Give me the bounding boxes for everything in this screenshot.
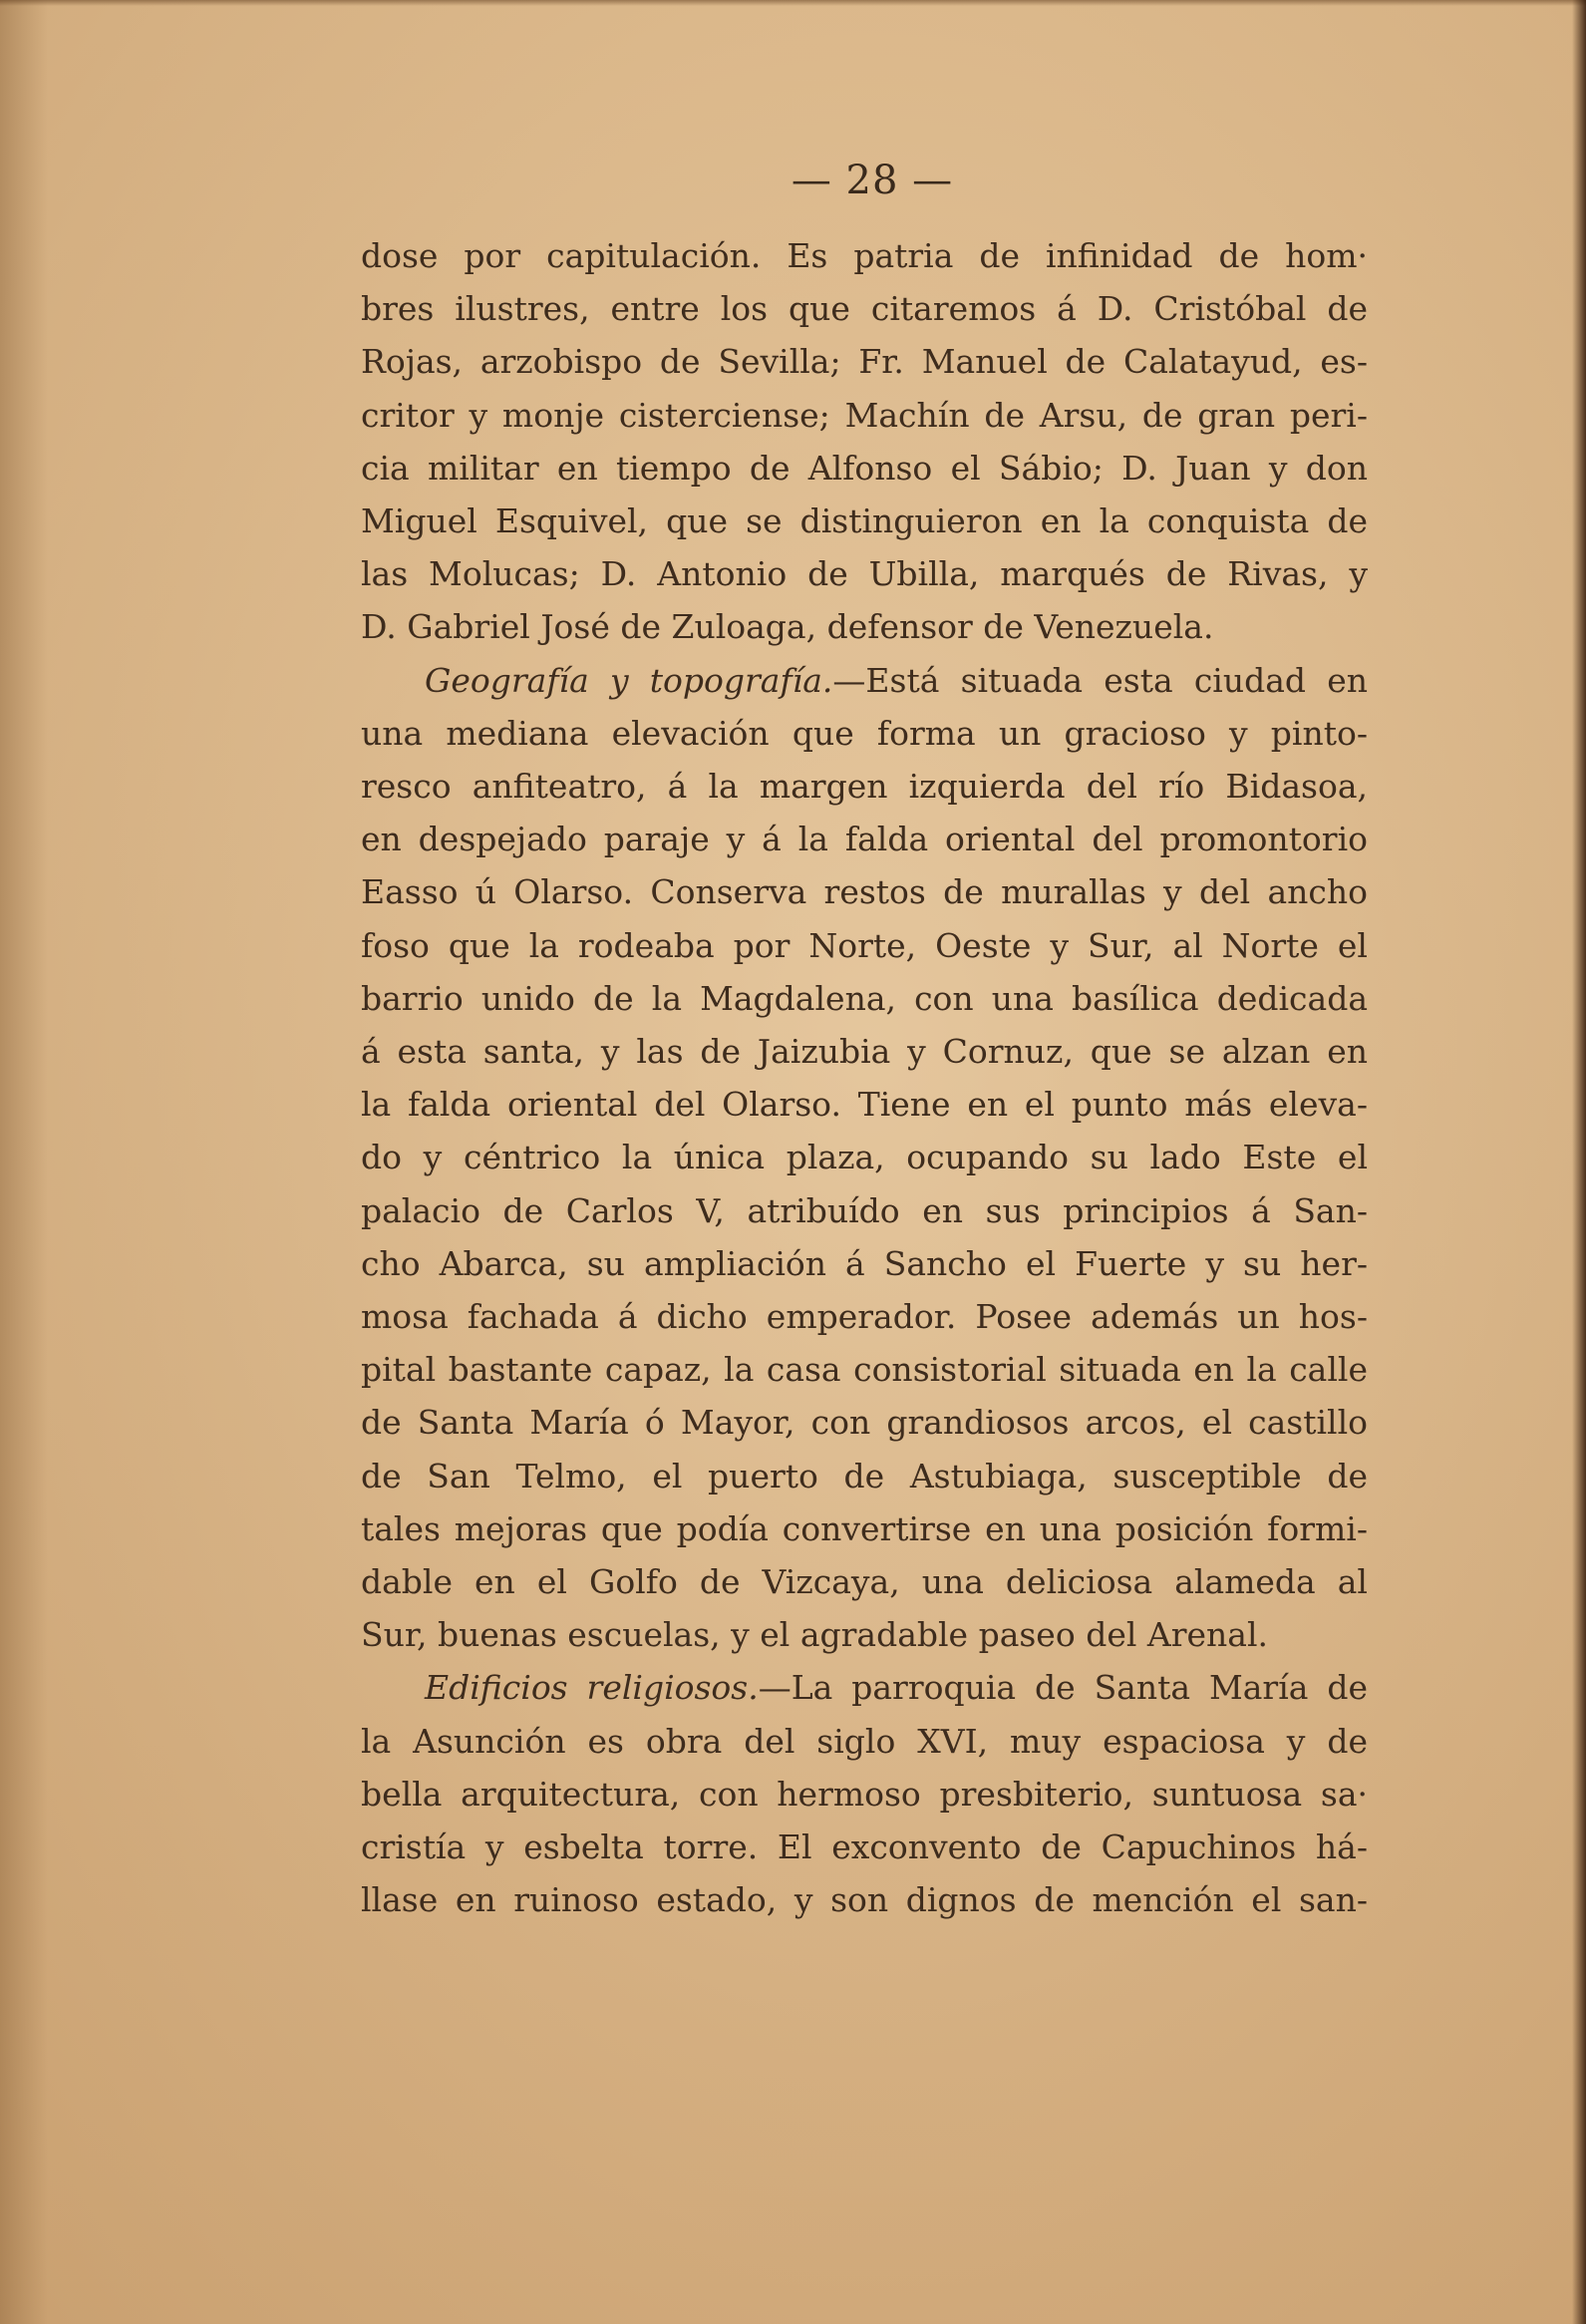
text-line: do y céntrico la única plaza, ocupando su lado Este el [361,1138,1368,1177]
text-line: barrio unido de la Magdalena, con una basílica dedicada [361,978,1368,1018]
text-line: las Molucas; D. Antonio de Ubilla, marqués de Rivas, y [361,554,1368,594]
text-line: mosa fachada á dicho emperador. Posee además un hos- [361,1297,1368,1337]
text-line: en despejado paraje y á la falda oriental del promontorio [361,820,1368,859]
text-line: pital bastante capaz, la casa consistorial situada en la calle [361,1350,1368,1390]
text-line: foso que la rodeaba por Norte, Oeste y Sur, al Norte el [361,925,1368,965]
page-top-edge [0,0,1586,6]
section-heading-geografia: Geografía y topografía. [425,660,833,700]
text-line: tales mejoras que podía convertirse en una posición formi- [361,1508,1368,1548]
section-heading-edificios: Edificios religiosos. [425,1668,759,1708]
text-line: la falda oriental del Olarso. Tiene en el punto más eleva- [361,1085,1368,1125]
text-line: llase en ruinoso estado, y son dignos de mención el san- [361,1880,1368,1920]
body-text [361,229,1368,1927]
text-line: bres ilustres, entre los que citaremos á D. Cristóbal de [361,289,1368,329]
section-text: —La parroquia de Santa María de [758,1668,1369,1708]
text-line: á esta santa, y las de Jaizubia y Cornuz, que se alzan en [361,1032,1368,1072]
text-line: de Santa María ó Mayor, con grandiosos arcos, el castillo [361,1403,1368,1443]
text-line: Easso ú Olarso. Conserva restos de murallas y del ancho [361,872,1368,912]
section-line-edificios [361,1661,1368,1714]
text-line: resco anfiteatro, á la margen izquierda del río Bidasoa, [361,767,1368,807]
text-line: palacio de Carlos V, atribuído en sus principios á San- [361,1190,1368,1230]
text-line: critor y monje cisterciense; Machín de Arsu, de gran peri- [361,395,1368,435]
text-line: cristía y esbelta torre. El exconvento de Capuchinos há- [361,1827,1368,1867]
text-line: cia militar en tiempo de Alfonso el Sábio; D. Juan y don [361,448,1368,488]
text-line: cho Abarca, su ampliación á Sancho el Fuerte y su her- [361,1243,1368,1283]
text-line: dose por capitulación. Es patria de infinidad de hom· [361,236,1368,275]
page-number: — 28 — [791,158,954,203]
section-line-geografia [361,654,1368,707]
text-line: Miguel Esquivel, que se distinguieron en la conquista de [361,501,1368,541]
text-line: dable en el Golfo de Vizcaya, una deliciosa alameda al [361,1562,1368,1602]
text-line: D. Gabriel José de Zuloaga, defensor de Venezuela. [361,607,1214,647]
text-line: Rojas, arzobispo de Sevilla; Fr. Manuel de Calatayud, es- [361,342,1368,382]
text-line: Sur, buenas escuelas, y el agradable paseo del Arenal. [361,1615,1268,1655]
text-line: una mediana elevación que forma un gracioso y pinto- [361,713,1368,753]
section-text: —Está situada esta ciudad en [832,660,1368,700]
text-line: de San Telmo, el puerto de Astubiaga, susceptible de [361,1456,1368,1495]
text-line: la Asunción es obra del siglo XVI, muy espaciosa y de [361,1721,1368,1761]
text-line: bella arquitectura, con hermoso presbiterio, suntuosa sa· [361,1774,1368,1814]
